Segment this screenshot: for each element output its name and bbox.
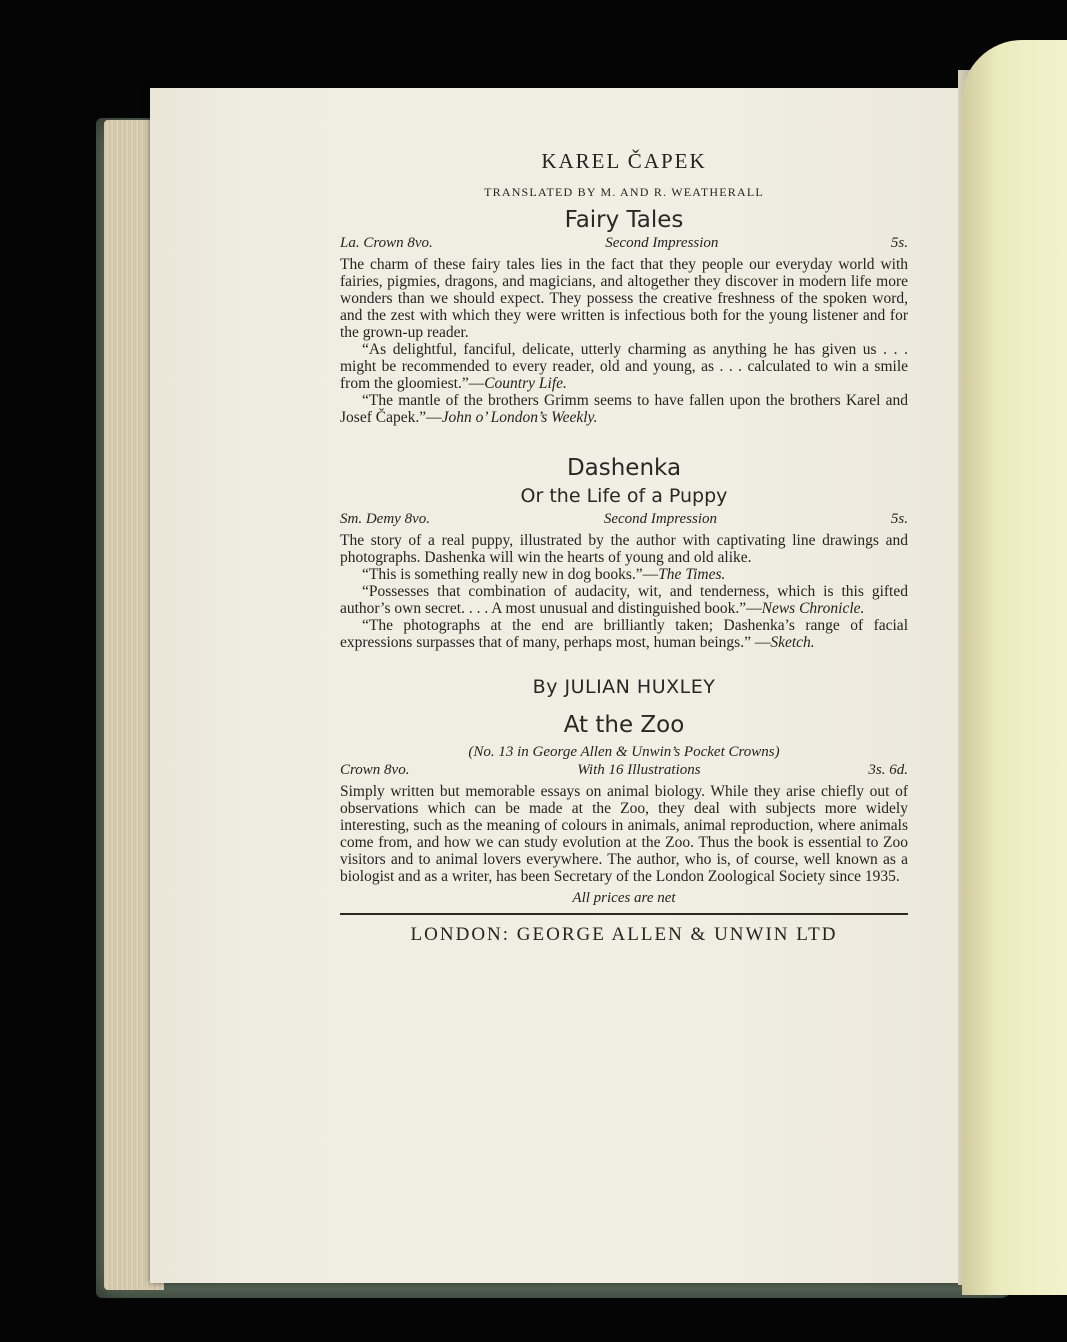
fairy-tales-format: La. Crown 8vo. (340, 235, 433, 251)
fairy-tales-quote-2: “The mantle of the brothers Grimm seems to have fallen upon the brothers Karel and Josef Čapek.”—John o’ London’s Weekly. (340, 392, 908, 426)
fairy-tales-impression: Second Impression (605, 235, 719, 251)
at-the-zoo-illustrations: With 16 Illustrations (577, 762, 701, 778)
fairy-tales-price: 5s. (890, 235, 908, 251)
byline-julian-huxley: By JULIAN HUXLEY (532, 676, 716, 698)
dashenka-quote-3: “The photographs at the end are brilliantly taken; Dashenka’s range of facial expressions surpasses that of many, perhaps most, human beings.” —Sketch. (340, 617, 908, 651)
title-dashenka: Dashenka (566, 455, 682, 481)
advert-text (340, 138, 908, 947)
fairy-tales-meta (340, 234, 908, 252)
at-the-zoo-format: Crown 8vo. (340, 762, 410, 778)
dashenka-format: Sm. Demy 8vo. (340, 511, 430, 527)
right-page (962, 40, 1067, 1295)
author-karel-capek: KAREL ČAPEK (541, 149, 707, 173)
dashenka-impression: Second Impression (603, 511, 718, 527)
at-the-zoo-meta (340, 761, 908, 779)
footer-rule (340, 913, 908, 915)
dashenka-price: 5s. (890, 511, 908, 527)
dashenka-quote-1: “This is something really new in dog books.”—The Times. (362, 566, 726, 583)
translator-credit: TRANSLATED BY M. AND R. WEATHERALL (484, 185, 764, 199)
dashenka-description: The story of a real puppy, illustrated by the author with captivating line drawings and photographs. Dashenka will win the hearts of young and old alike. (340, 532, 908, 566)
at-the-zoo-description: Simply written but memorable essays on animal biology. While they arise chiefly out of observations which can be made at the Zoo, they deal with subjects more widely interesting, such as the meaning of colours in animals, animal reproduction, where animals come from, and how we can study evolution at the Zoo. Thus the book is essential to Zoo visitors and to animal lovers everywhere. The author, who is, of course, well known as a biologist and as a writer, has been Secretary of the London Zoological Society since 1935. (340, 783, 908, 885)
dashenka-meta (340, 510, 908, 528)
prices-note: All prices are net (572, 890, 676, 906)
dashenka-quote-2: “Possesses that combination of audacity, wit, and tenderness, which is this gifted author’s own secret. . . . A most unusual and distinguished book.”—News Chronicle. (340, 583, 908, 617)
subtitle-dashenka: Or the Life of a Puppy (520, 485, 728, 507)
title-at-the-zoo: At the Zoo (563, 712, 685, 738)
pocket-crowns-note: (No. 13 in George Allen & Unwin’s Pocket Crowns) (468, 744, 780, 760)
title-fairy-tales: Fairy Tales (564, 207, 684, 233)
publisher-imprint: LONDON: GEORGE ALLEN & UNWIN LTD (410, 924, 838, 945)
fairy-tales-quote-1: “As delightful, fanciful, delicate, utterly charming as anything he has given us . . . might be recommended to every reader, old and young, as . . . calculated to win a smile from the gloomiest.”—Country Life. (340, 341, 908, 392)
fairy-tales-description: The charm of these fairy tales lies in the fact that they people our everyday world with fairies, pigmies, dragons, and magicians, and altogether they discover in modern life more wonders than we should expect. They possess the creative freshness of the spoken word, and the zest with which they were written is infectious both for the young listener and for the grown-up reader. (340, 256, 908, 341)
at-the-zoo-price: 3s. 6d. (868, 762, 908, 778)
